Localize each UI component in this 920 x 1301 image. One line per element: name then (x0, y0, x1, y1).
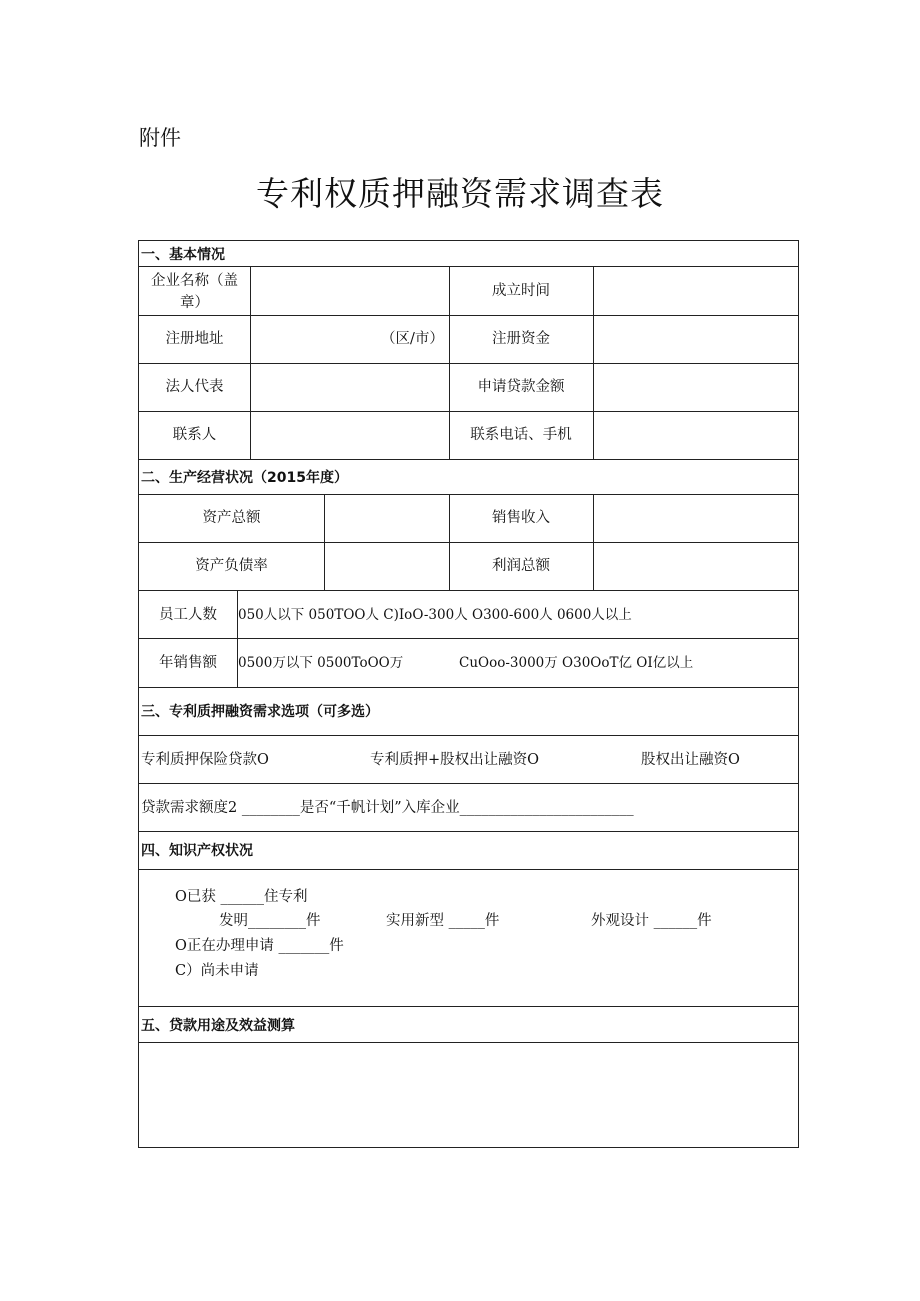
employees-options[interactable]: 050人以下 050TOO人 C)IoO-300人 O300-600人 0600人以上 (238, 607, 632, 623)
row-divider (139, 831, 798, 832)
row-divider (139, 266, 798, 267)
row-divider (139, 1042, 798, 1043)
debt-ratio-label: 资产负债率 (195, 558, 268, 574)
col-divider (250, 266, 251, 459)
section-heading-financing-options: 三、专利质押融资需求选项（可多选） (141, 704, 379, 720)
contact-label: 联系人 (172, 427, 217, 443)
section-heading-basic: 一、基本情况 (141, 247, 225, 263)
row-divider (139, 735, 798, 736)
col-divider (237, 590, 238, 687)
total-assets-label: 资产总额 (202, 510, 261, 526)
annual-sales-options-high[interactable]: CuOoo-3000万 O30OoT亿 OI亿以上 (459, 655, 694, 671)
row-divider (139, 459, 798, 460)
section-heading-ip-status: 四、知识产权状况 (141, 843, 253, 859)
loan-amount-label: 申请贷款金额 (477, 379, 565, 395)
phone-label: 联系电话、手机 (470, 427, 572, 443)
ip-invention[interactable]: 发明________件 (219, 913, 321, 929)
row-divider (139, 687, 798, 688)
section-heading-operations: 二、生产经营状况（2015年度） (141, 470, 348, 486)
loan-demand-line[interactable]: 贷款需求额度2 ________是否“千帆计划”入库企业________________________ (141, 800, 634, 816)
option-patent-equity-financing[interactable]: 专利质押+股权出让融资O (370, 752, 540, 768)
reg-address-label: 注册地址 (165, 331, 224, 347)
row-divider (139, 783, 798, 784)
attachment-label: 附件 (139, 126, 181, 150)
annual-sales-label: 年销售额 (159, 655, 217, 671)
col-divider (593, 266, 594, 459)
loan-usage-content[interactable] (143, 1051, 793, 1141)
row-divider (139, 363, 798, 364)
row-divider (139, 542, 798, 543)
sales-income-label: 销售收入 (492, 510, 550, 526)
row-divider (139, 869, 798, 870)
col-divider (324, 494, 325, 590)
page-title: 专利权质押融资需求调查表 (256, 174, 664, 213)
district-suffix: （区/市） (381, 331, 444, 347)
col-divider (593, 494, 594, 590)
company-name-label: 企业名称（盖 (151, 273, 238, 289)
row-divider (139, 315, 798, 316)
option-equity-financing[interactable]: 股权出让融资O (641, 752, 740, 768)
legal-rep-label: 法人代表 (165, 379, 224, 395)
ip-obtained[interactable]: O已获 ______住专利 (175, 889, 308, 905)
employees-label: 员工人数 (159, 607, 217, 623)
survey-form (138, 240, 799, 1148)
ip-utility-model[interactable]: 实用新型 _____件 (386, 913, 500, 929)
ip-not-applied[interactable]: C）尚未申请 (175, 963, 259, 979)
row-divider (139, 411, 798, 412)
ip-design[interactable]: 外观设计 ______件 (591, 913, 712, 929)
ip-pending[interactable]: O正在办理申请 _______件 (175, 938, 344, 954)
reg-capital-label: 注册资金 (492, 331, 550, 347)
option-patent-insurance-loan[interactable]: 专利质押保险贷款O (141, 752, 269, 768)
section-heading-loan-usage: 五、贷款用途及效益测算 (141, 1018, 295, 1034)
company-name-label-cont: 章） (180, 295, 209, 311)
annual-sales-options-low[interactable]: 0500万以下 0500ToOO万 (238, 655, 404, 671)
row-divider (139, 494, 798, 495)
row-divider (139, 1006, 798, 1007)
founded-label: 成立时间 (492, 283, 550, 299)
total-profit-label: 利润总额 (492, 558, 550, 574)
